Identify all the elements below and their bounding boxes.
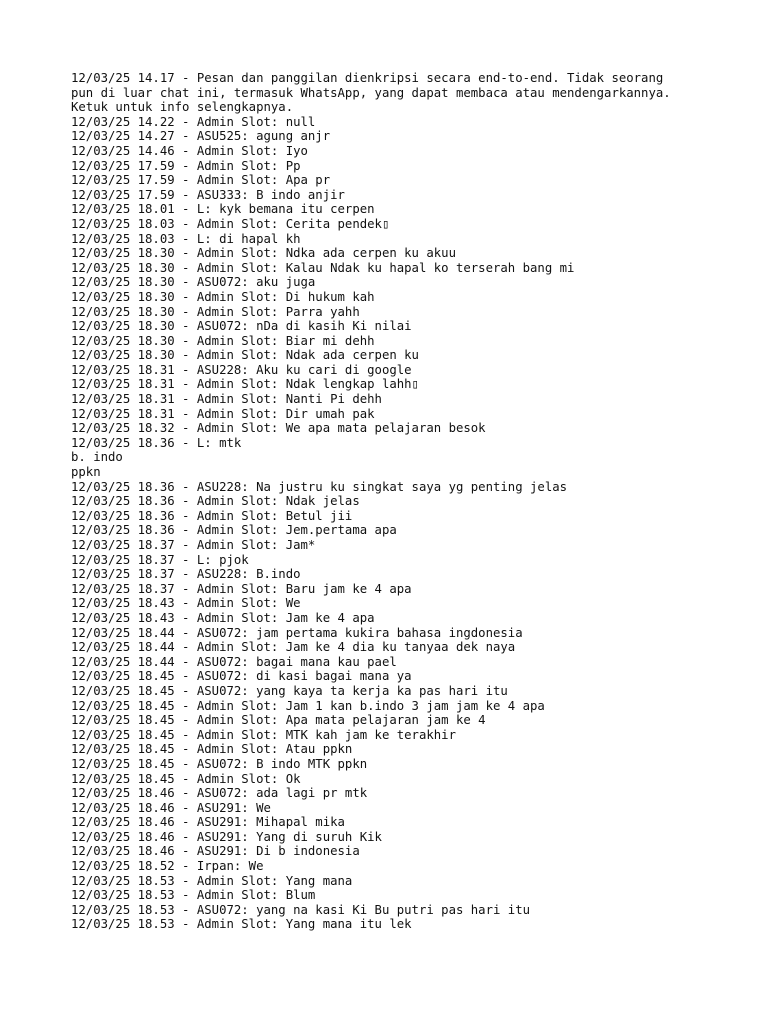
chat-log-line: 12/03/25 18.46 - ASU291: Mihapal mika [71, 815, 345, 830]
chat-log-line: 12/03/25 18.31 - ASU228: Aku ku cari di google [71, 362, 412, 377]
chat-log-line: 12/03/25 18.46 - ASU291: Yang di suruh Kik [71, 829, 382, 844]
chat-log-line: 12/03/25 18.30 - Admin Slot: Kalau Ndak ku hapal ko terserah bang mi [71, 260, 575, 275]
chat-log-line: 12/03/25 18.45 - ASU072: di kasi bagai mana ya [71, 669, 412, 684]
chat-log-line: 12/03/25 18.30 - Admin Slot: Parra yahh [71, 304, 360, 319]
chat-log-line: 12/03/25 18.36 - L: mtk [71, 435, 242, 450]
chat-log-line: 12/03/25 14.22 - Admin Slot: null [71, 114, 316, 129]
chat-log-line: 12/03/25 18.30 - Admin Slot: Biar mi dehh [71, 333, 375, 348]
chat-log-line: 12/03/25 18.44 - ASU072: jam pertama kukira bahasa ingdonesia [71, 625, 523, 640]
chat-log-line: 12/03/25 18.37 - Admin Slot: Baru jam ke 4 apa [71, 581, 412, 596]
chat-log-line: b. indo [71, 450, 123, 465]
chat-log-line: 12/03/25 18.53 - Admin Slot: Yang mana [71, 873, 353, 888]
chat-log-line: ppkn [71, 465, 101, 480]
chat-log-line: 12/03/25 18.30 - ASU072: aku juga [71, 275, 316, 290]
chat-log-line: 12/03/25 14.17 - Pesan dan panggilan dienkripsi secara end-to-end. Tidak seorang [71, 71, 664, 85]
chat-log-line: 12/03/25 18.30 - ASU072: nDa di kasih Ki nilai [71, 319, 412, 334]
chat-log-line: 12/03/25 18.45 - Admin Slot: Apa mata pelajaran jam ke 4 [71, 713, 486, 728]
chat-log-line: 12/03/25 18.31 - Admin Slot: Nanti Pi dehh [71, 392, 382, 407]
chat-log-line: 12/03/25 18.32 - Admin Slot: We apa mata pelajaran besok [71, 421, 486, 436]
chat-log-line: 12/03/25 18.46 - ASU072: ada lagi pr mtk [71, 786, 368, 801]
chat-log-line: 12/03/25 14.27 - ASU525: agung anjr [71, 129, 331, 144]
chat-log-line: 12/03/25 18.45 - Admin Slot: MTK kah jam ke terakhir [71, 727, 456, 742]
chat-log-line: 12/03/25 18.36 - Admin Slot: Jem.pertama apa [71, 523, 397, 538]
chat-log-line: pun di luar chat ini, termasuk WhatsApp, yang dapat membaca atau mendengarkannya. [71, 85, 671, 100]
chat-log-line: 12/03/25 17.59 - Admin Slot: Pp [71, 158, 301, 173]
chat-log-line: 12/03/25 18.31 - Admin Slot: Ndak lengkap lahh▯ [71, 377, 419, 392]
chat-log-line: 12/03/25 18.01 - L: kyk bemana itu cerpen [71, 202, 375, 217]
chat-log-line: 12/03/25 18.45 - Admin Slot: Atau ppkn [71, 742, 353, 757]
chat-log-line: 12/03/25 18.52 - Irpan: We [71, 859, 264, 874]
chat-log-line: Ketuk untuk info selengkapnya. [71, 100, 294, 115]
chat-log-line: 12/03/25 18.45 - Admin Slot: Ok [71, 771, 301, 786]
chat-log-line: 12/03/25 18.37 - L: pjok [71, 552, 249, 567]
chat-log-line: 12/03/25 18.03 - L: di hapal kh [71, 231, 301, 246]
chat-log-line: 12/03/25 18.43 - Admin Slot: We [71, 596, 301, 611]
chat-log-line: 12/03/25 18.44 - ASU072: bagai mana kau pael [71, 654, 397, 669]
chat-log-line: 12/03/25 18.45 - ASU072: B indo MTK ppkn [71, 756, 368, 771]
chat-log-line: 12/03/25 18.37 - Admin Slot: Jam* [71, 538, 316, 552]
chat-log-line: 12/03/25 18.46 - ASU291: Di b indonesia [71, 844, 360, 859]
chat-log-line: 12/03/25 18.36 - ASU228: Na justru ku singkat saya yg penting jelas [71, 479, 568, 494]
chat-log-line: 12/03/25 18.37 - ASU228: B.indo [71, 567, 301, 582]
chat-log-line: 12/03/25 18.36 - Admin Slot: Betul jii [71, 508, 353, 523]
chat-log-line: 12/03/25 18.53 - Admin Slot: Blum [71, 888, 316, 903]
chat-log-line: 12/03/25 14.46 - Admin Slot: Iyo [71, 143, 308, 158]
chat-log-line: 12/03/25 18.31 - Admin Slot: Dir umah pak [71, 406, 375, 421]
chat-log-line: 12/03/25 17.59 - Admin Slot: Apa pr [71, 173, 331, 188]
chat-log-line: 12/03/25 17.59 - ASU333: B indo anjir [71, 187, 345, 202]
chat-log-line: 12/03/25 18.44 - Admin Slot: Jam ke 4 dia ku tanyaa dek naya [71, 640, 516, 655]
chat-log-line: 12/03/25 18.45 - ASU072: yang kaya ta kerja ka pas hari itu [71, 683, 508, 698]
chat-log-line: 12/03/25 18.30 - Admin Slot: Ndak ada cerpen ku [71, 348, 419, 363]
chat-log-line: 12/03/25 18.53 - ASU072: yang na kasi Ki Bu putri pas hari itu [71, 902, 531, 917]
chat-log-line: 12/03/25 18.03 - Admin Slot: Cerita pendek▯ [71, 216, 390, 231]
chat-log-line: 12/03/25 18.43 - Admin Slot: Jam ke 4 apa [71, 610, 375, 625]
chat-log-line: 12/03/25 18.53 - Admin Slot: Yang mana itu lek [71, 917, 412, 932]
chat-log-line: 12/03/25 18.36 - Admin Slot: Ndak jelas [71, 494, 360, 509]
chat-log-line: 12/03/25 18.46 - ASU291: We [71, 800, 271, 815]
chat-log-line: 12/03/25 18.30 - Admin Slot: Ndka ada cerpen ku akuu [71, 246, 456, 261]
chat-log-line: 12/03/25 18.30 - Admin Slot: Di hukum kah [71, 289, 375, 304]
chat-log-line: 12/03/25 18.45 - Admin Slot: Jam 1 kan b.indo 3 jam jam ke 4 apa [71, 698, 545, 713]
chat-log-page [71, 71, 751, 932]
